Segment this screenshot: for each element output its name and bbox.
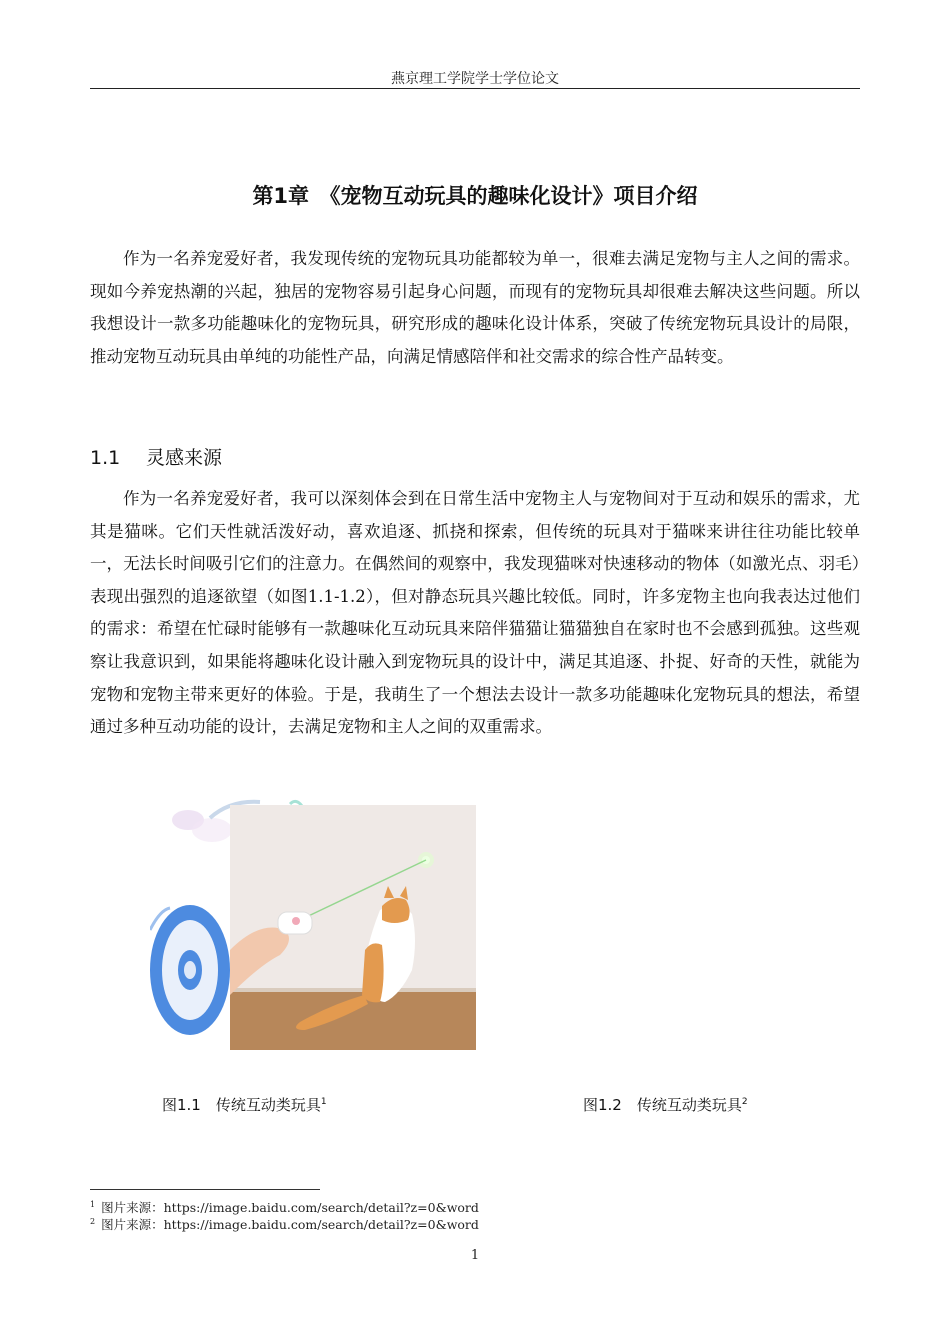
section-title: 灵感来源: [146, 447, 223, 469]
intro-paragraph: 作为一名养宠爱好者，我发现传统的宠物玩具功能都较为单一，很难去满足宠物与主人之间的需求。现如今养宠热潮的兴起，独居的宠物容易引起身心问题，而现有的宠物玩具却很难去解决这些问题。所以我想设计一款多功能趣味化的宠物玩具，研究形成的趣味化设计体系，突破了传统宠物玩具设计的局限，推动宠物互动玩具由单纯的功能性产品，向满足情感陪伴和社交需求的综合性产品转变。: [90, 249, 860, 366]
laser-cat-photo: [230, 805, 476, 1050]
chapter-title: 第1章 《宠物互动玩具的趣味化设计》项目介绍: [252, 184, 698, 208]
figure-caption-2-note: 2: [741, 1097, 748, 1107]
figure-caption-2: [583, 1094, 748, 1115]
page-header-title: 燕京理工学院学士学位论文: [391, 71, 559, 87]
header-rule: [90, 88, 860, 89]
pet-toys-illustration: [150, 790, 480, 1052]
section-heading: [90, 443, 222, 470]
section-number: 1.1: [90, 447, 121, 469]
footnote-1-text: 图片来源：https://image.baidu.com/search/detail?z=0&word: [101, 1200, 479, 1215]
footnote-2-mark: 2: [90, 1216, 96, 1226]
figure-caption-1-text: 图1.1 传统互动类玩具: [162, 1096, 321, 1114]
footnote-2-text: 图片来源：https://image.baidu.com/search/detail?z=0&word: [101, 1217, 479, 1232]
figure-caption-1-note: 1: [320, 1097, 327, 1107]
figure-caption-1: [162, 1094, 327, 1115]
figure-images: [150, 790, 480, 1052]
footnote-rule: [90, 1189, 320, 1190]
figure-caption-2-text: 图1.2 传统互动类玩具: [583, 1096, 742, 1114]
section-paragraph: 作为一名养宠爱好者，我可以深刻体会到在日常生活中宠物主人与宠物间对于互动和娱乐的需求，尤其是猫咪。它们天性就活泼好动，喜欢追逐、抓挠和探索，但传统的玩具对于猫咪来讲往往功能比较单一，无法长时间吸引它们的注意力。在偶然间的观察中，我发现猫咪对快速移动的物体（如激光点、羽毛）表现出强烈的追逐欲望（如图1.1-1.2），但对静态玩具兴趣比较低。同时，许多宠物主也向我表达过他们的需求：希望在忙碌时能够有一款趣味化互动玩具来陪伴猫猫让猫猫独自在家时也不会感到孤独。这些观察让我意识到，如果能将趣味化设计融入到宠物玩具的设计中，满足其追逐、扑捉、好奇的天性，就能为宠物和宠物主带来更好的体验。于是，我萌生了一个想法去设计一款多功能趣味化宠物玩具的想法，希望通过多种互动功能的设计，去满足宠物和主人之间的双重需求。: [90, 489, 860, 737]
page-number: 1: [470, 1248, 480, 1263]
footnote-2: [90, 1215, 479, 1233]
footnote-1: [90, 1198, 479, 1216]
footnote-1-mark: 1: [90, 1199, 96, 1209]
